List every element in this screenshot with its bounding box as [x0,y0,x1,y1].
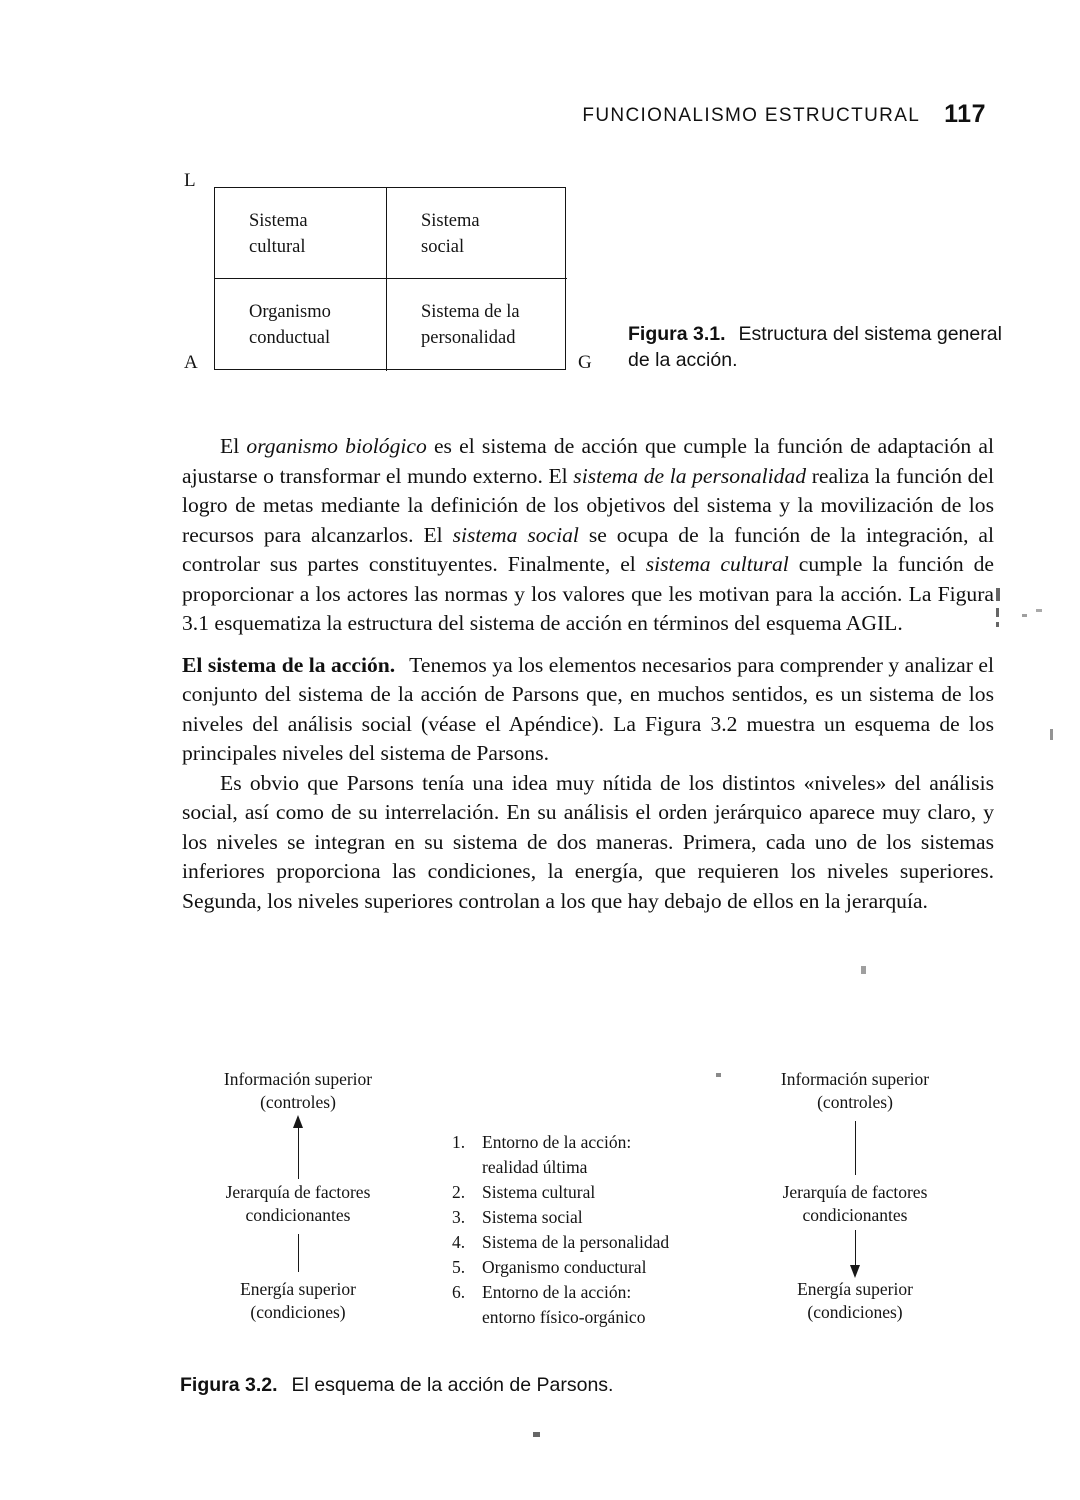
emphasis-sistema-social: sistema social [452,522,579,547]
figure-3-2 [0,1068,1080,1328]
scan-artifact [996,588,1000,601]
text-run: es el sistema de acción que cumple la función de adaptación al ajustarse o transformar el mundo externo. El [182,434,994,488]
scan-artifact [1036,609,1042,612]
right-top-label-line1: Información superior [780,1069,930,1089]
list-item-text: Sistema cultural [482,1182,596,1202]
agil-corner-label-g: G [578,352,592,373]
agil-cell-behavioral-organism [215,279,387,371]
figure-3-2-caption-text: El esquema de la acción de Parsons. [291,1374,614,1396]
figure-3-2-left-column [168,1068,428,1325]
emphasis-organismo-biologico: organismo biológico [246,434,427,458]
left-top-label-line2: (controles) [260,1092,336,1113]
list-item-number: 4. [452,1232,466,1252]
text-run: El [220,434,247,458]
scan-artifact [1050,729,1053,740]
scan-artifact [533,1432,540,1437]
left-mid-label-line1: Jerarquía de factores [225,1181,371,1202]
figure-3-1-caption-label: Figura 3.1. [628,323,726,345]
text-run: Es obvio que Parsons tenía una idea muy nítida de los distintos «niveles» del análisis social, así como de su interrelación. En su análisis el orden jerárquico aparece muy claro, y los niveles se integran en su sistema de dos maneras. Primera, cada uno de los sistemas inferiores proporciona las condiciones, la energía, que requieren los niveles superiores. Segunda, los niveles superiores controlan a los que hay debajo de ellos en la jerarquía. [182,770,994,913]
agil-cell-cultural-system [215,188,387,279]
list-item-number: 1. [452,1132,466,1152]
list-item-text: Sistema de la personalidad [482,1232,670,1252]
figure-3-1 [0,170,1080,385]
agil-cell-personality-system [387,279,567,371]
agil-cell-line: personalidad [421,327,516,348]
figure-3-2-caption-label: Figura 3.2. [180,1374,278,1396]
figure-3-2-right-column [725,1068,985,1325]
running-head [0,100,986,129]
vertical-line-icon [168,1228,428,1278]
agil-cell-line: Sistema de la [421,302,520,322]
right-top-label-line2: (controles) [817,1092,893,1113]
emphasis-sistema-cultural: sistema cultural [645,552,789,576]
list-item [452,1230,669,1255]
up-arrow-icon [168,1115,428,1181]
scan-artifact [996,622,999,627]
list-item [452,1130,669,1180]
figure-3-1-caption [628,322,1028,374]
right-mid-label-line2: condicionantes [802,1205,908,1226]
right-mid-label-line1: Jerarquía de factores [782,1181,928,1202]
list-item-text: Organismo conductural [482,1257,647,1277]
agil-grid [214,187,566,370]
right-bottom-label-line2: (condiciones) [807,1302,903,1323]
text-run: Tenemos ya los elementos necesarios para comprender y analizar el conjunto del sistema de la acción de Parsons que, en muchos sentidos, es un sistema de los niveles del análisis social (véase el Apéndice). La Figura 3.2 muestra un esquema de los principales niveles del sistema de Parsons. [182,652,994,765]
agil-cell-line: cultural [249,236,306,257]
emphasis-sistema-personalidad: sistema de la personalidad [573,463,807,488]
text-run: se ocupa de la función de la integración, al controlar sus partes constituyentes. Finalmente, el [182,522,995,576]
agil-cell-line: Sistema [249,211,308,231]
agil-cell-social-system [387,188,567,279]
left-mid-label-line2: condicionantes [245,1205,351,1226]
figure-3-1-caption-text: Estructura del sistema general de la acción. [628,323,1002,371]
list-item-number: 2. [452,1182,466,1202]
list-item-text: Entorno de la acción: realidad última [482,1132,632,1177]
list-item-number: 3. [452,1207,466,1227]
down-arrow-icon [725,1228,985,1278]
list-item-number: 5. [452,1257,466,1277]
scan-artifact [1022,614,1027,617]
list-item-text: Sistema social [482,1207,583,1227]
left-top-label-line1: Información superior [223,1069,373,1089]
list-item [452,1205,669,1230]
right-bottom-label-line1: Energía superior [797,1278,913,1299]
scan-artifact [861,966,866,974]
figure-3-2-caption [180,1374,613,1397]
text-run: realiza la función del logro de metas mediante la definición de los objetivos del sistema y la movilización de los recursos para alcanzarlos. El [182,463,994,547]
agil-cell-line: conductual [249,327,331,348]
text-run: cumple la función de proporcionar a los actores las normas y los valores que les motivan para la acción. La Figura 3.1 esquematiza la estructura del sistema de acción en términos del esquema AGIL. [182,552,994,635]
agil-corner-label-a: A [184,352,198,373]
running-head-title: FUNCIONALISMO ESTRUCTURAL [582,105,921,126]
list-item [452,1280,669,1330]
paragraph-organismo-biologico [182,432,994,639]
scan-artifact [996,608,999,617]
list-item-text: Entorno de la acción: entorno físico-orgánico [482,1282,646,1327]
agil-cell-line: Sistema [421,211,480,231]
left-bottom-label-line2: (condiciones) [250,1302,346,1323]
vertical-line-icon [725,1115,985,1181]
list-item-number: 6. [452,1282,466,1302]
agil-corner-label-l: L [184,170,196,191]
runin-heading-sistema-accion: El sistema de la acción. [182,652,396,677]
left-bottom-label-line1: Energía superior [240,1278,356,1299]
page-number: 117 [944,100,986,128]
list-item [452,1180,669,1205]
paragraph-sistema-de-la-accion [182,651,994,769]
agil-cell-line: Organismo [249,302,331,322]
paragraph-niveles-analisis [182,769,994,917]
agil-cell-line: social [421,236,465,257]
paragraph-spacer [182,639,994,651]
body-text [182,432,994,916]
list-item [452,1255,669,1280]
figure-3-2-levels-list [452,1130,669,1330]
